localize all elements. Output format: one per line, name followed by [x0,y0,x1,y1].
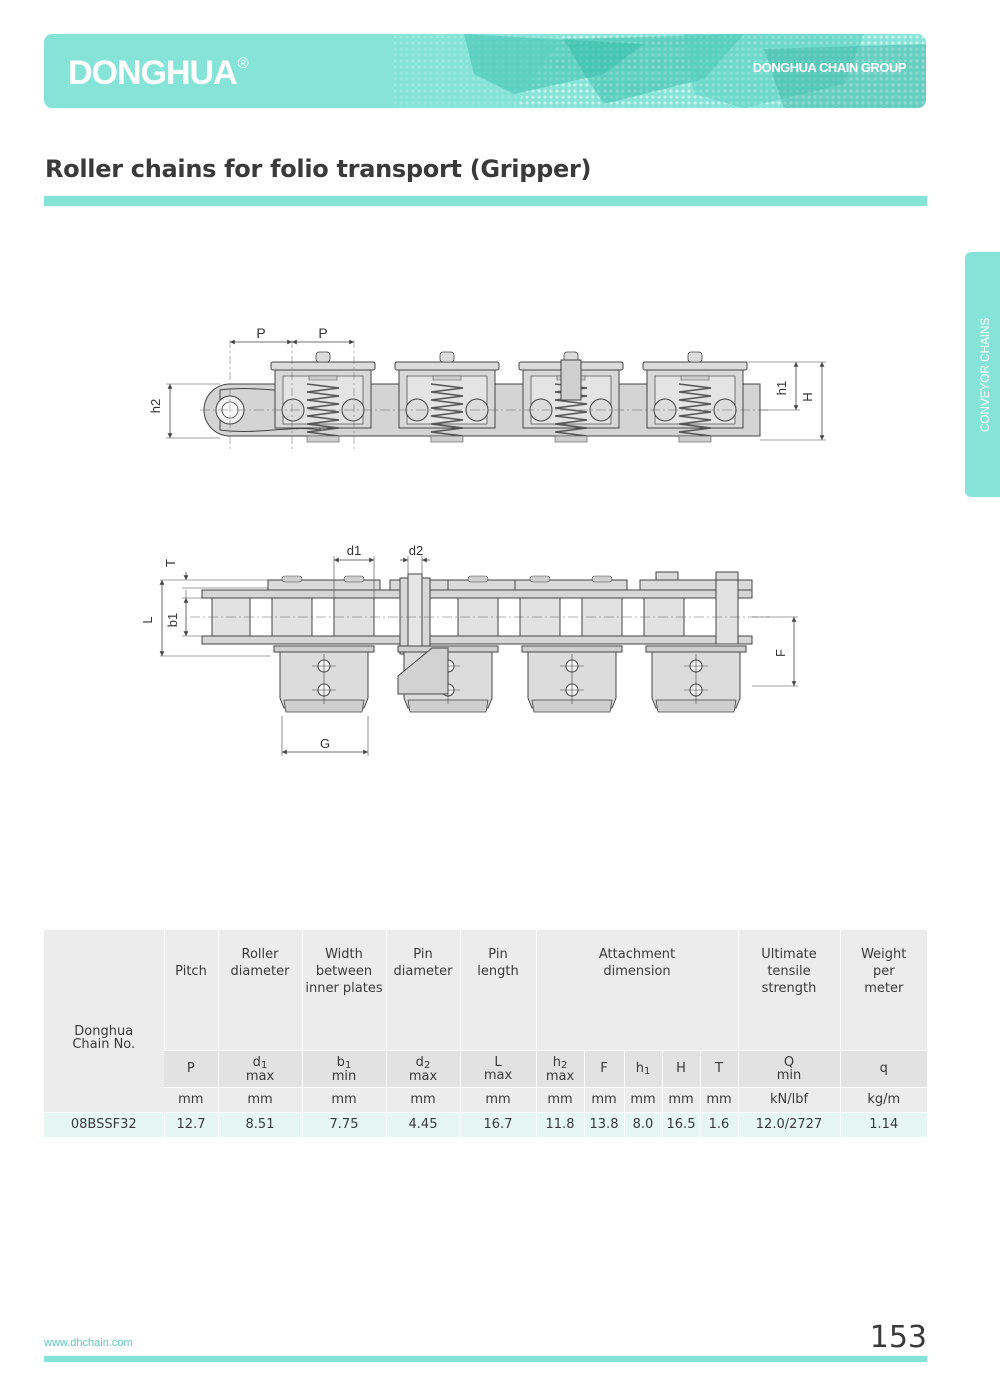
side-view [148,325,826,450]
label-p1: P [256,325,266,341]
unit-cell: mm [624,1088,662,1113]
header-row-units [44,1088,927,1113]
table-cell: 12.7 [164,1113,218,1138]
label-F: F [773,649,788,657]
label-d1: d1 [346,543,362,558]
table-cell: 7.75 [302,1113,386,1138]
unit-cell: mm [700,1088,738,1113]
sym-d1: d1 max [218,1051,302,1088]
table-cell: 1.14 [840,1113,927,1138]
col-weight: Weight per meter [840,930,927,1051]
cell-chain-no: 08BSSF32 [44,1113,164,1138]
label-h2: h2 [148,398,163,414]
label-h1: h1 [774,380,789,396]
unit-cell: kN/lbf [738,1088,840,1113]
spec-table [44,930,927,1137]
sym-L: L max [460,1051,536,1088]
unit-cell: mm [584,1088,624,1113]
table-cell: 16.5 [662,1113,700,1138]
table-cell: 8.0 [624,1113,662,1138]
sym-Q: Q min [738,1051,840,1088]
website-link[interactable]: www.dhchain.com [44,1337,133,1349]
col-width-inner: Width between inner plates [302,930,386,1051]
unit-cell: mm [302,1088,386,1113]
table-cell: 16.7 [460,1113,536,1138]
sym-d2: d2 max [386,1051,460,1088]
footer-bar [44,1356,927,1362]
col-roller-diameter: Roller diameter [218,930,302,1051]
sym-P: P [164,1051,218,1088]
top-view [140,543,798,756]
table-cell: 1.6 [700,1113,738,1138]
sym-F: F [584,1051,624,1088]
brand-logo: DONGHUA® [68,54,248,92]
col-pin-diameter: Pin diameter [386,930,460,1051]
sym-T: T [700,1051,738,1088]
header-row-names [44,930,927,1051]
chain-no-header: Donghua Chain No. [44,930,164,1113]
label-d2: d2 [408,543,424,558]
table-cell: 12.0/2727 [738,1113,840,1138]
sym-b1: b1 min [302,1051,386,1088]
unit-cell: mm [460,1088,536,1113]
label-H: H [800,392,815,402]
label-b1: b1 [165,612,180,628]
col-tensile: Ultimate tensile strength [738,930,840,1051]
section-tab: CONVEYOR CHAINS [965,252,1000,497]
unit-cell: kg/m [840,1088,927,1113]
table-cell: 8.51 [218,1113,302,1138]
table-row [44,1113,927,1138]
unit-cell: mm [218,1088,302,1113]
unit-cell: mm [386,1088,460,1113]
page-number: 153 [869,1320,927,1355]
col-pin-length: Pin length [460,930,536,1051]
sym-q: q [840,1051,927,1088]
group-name: DONGHUA CHAIN GROUP [752,60,906,75]
table-cell: 11.8 [536,1113,584,1138]
sym-h2: h2 max [536,1051,584,1088]
label-G: G [319,736,331,751]
header-row-symbols [44,1051,927,1088]
label-T: T [163,559,178,567]
unit-cell: mm [662,1088,700,1113]
page-title: Roller chains for folio transport (Gripper) [45,155,592,183]
col-attachment: Attachment dimension [536,930,738,1051]
sym-h1: h1 [624,1051,662,1088]
label-L: L [140,616,155,624]
sym-H: H [662,1051,700,1088]
col-pitch: Pitch [164,930,218,1051]
unit-cell: mm [536,1088,584,1113]
table-cell: 4.45 [386,1113,460,1138]
unit-cell: mm [164,1088,218,1113]
label-p2: P [318,325,328,341]
table-cell: 13.8 [584,1113,624,1138]
